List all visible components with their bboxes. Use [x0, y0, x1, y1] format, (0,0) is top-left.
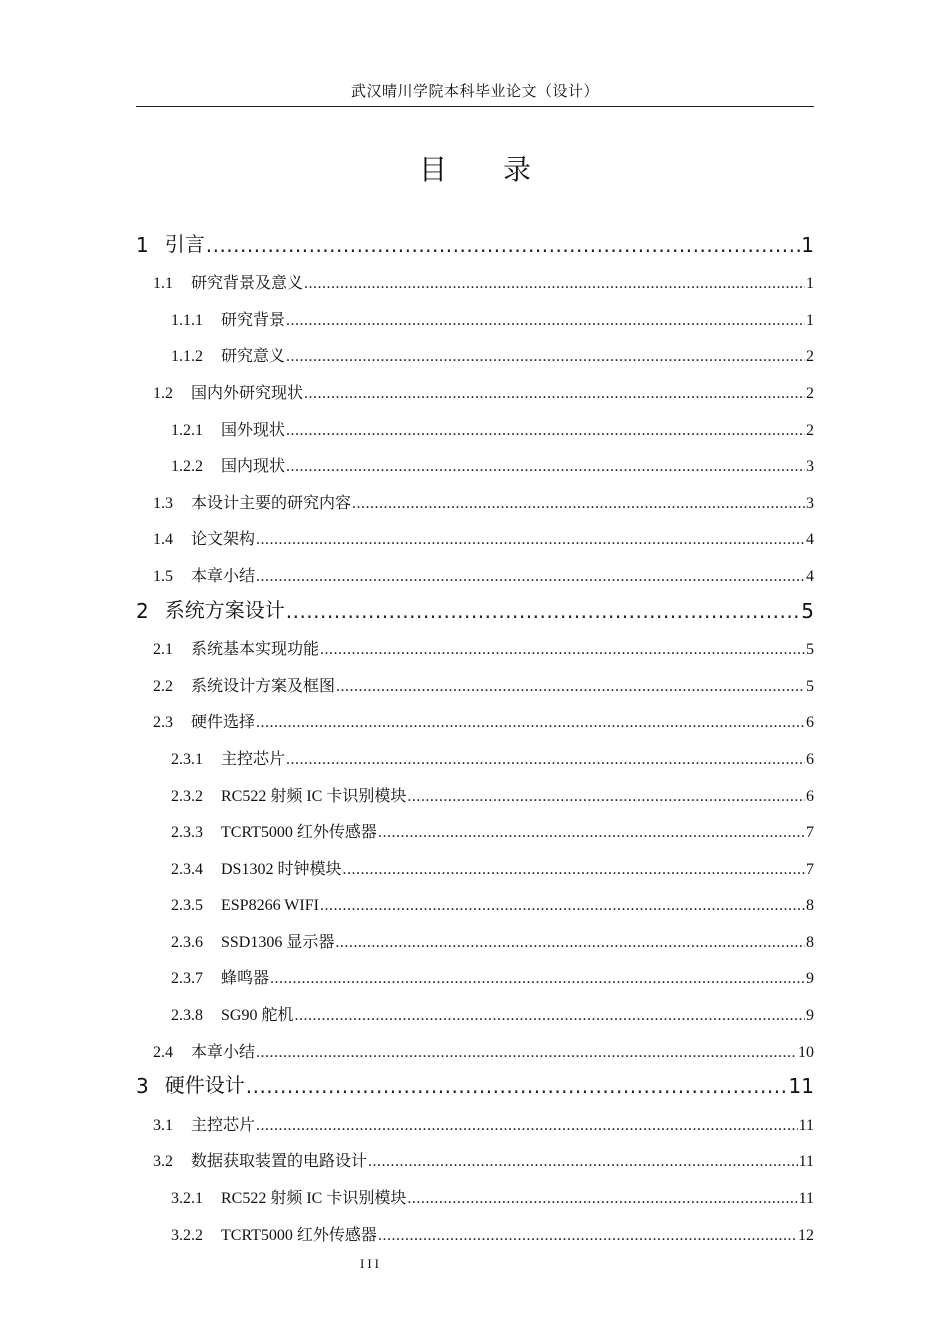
dot-leader: [342, 861, 805, 879]
toc-entry-number: 2.1: [153, 641, 173, 659]
toc-entry-title: 系统设计方案及框图: [191, 677, 336, 695]
toc-entry[interactable]: [136, 810, 814, 847]
toc-entry-number: 2.4: [153, 1043, 173, 1061]
toc-entry-title: 国外现状: [221, 421, 286, 439]
toc-entry-number: 1.3: [153, 494, 173, 512]
toc-entry-page: 6: [806, 714, 814, 732]
toc-entry[interactable]: [136, 224, 814, 261]
toc-entry[interactable]: [136, 1175, 814, 1212]
dot-leader: [320, 641, 805, 659]
dot-leader: [352, 495, 805, 513]
toc-entry-title: 硬件设计: [164, 1073, 245, 1098]
toc-entry[interactable]: [136, 407, 814, 444]
dot-leader: [286, 422, 805, 440]
toc-entry-number: 1.1.2: [171, 348, 203, 366]
toc-entry[interactable]: [136, 1102, 814, 1139]
toc-entry-title: 主控芯片: [191, 1116, 256, 1134]
toc-entry[interactable]: [136, 1029, 814, 1066]
toc-entry-page: 11: [798, 1116, 814, 1134]
toc-entry-title: 硬件选择: [191, 714, 256, 732]
toc-entry-page: 11: [798, 1153, 814, 1171]
toc-entry[interactable]: [136, 846, 814, 883]
toc-entry[interactable]: [136, 883, 814, 920]
table-of-contents: [136, 224, 814, 1249]
toc-entry-page: 5: [806, 641, 814, 659]
toc-entry[interactable]: [136, 480, 814, 517]
toc-title: 目录: [418, 153, 587, 186]
toc-entry[interactable]: [136, 773, 814, 810]
dot-leader: [378, 1227, 797, 1245]
toc-entry-page: 2: [806, 348, 814, 366]
dot-leader: [256, 568, 805, 586]
toc-entry-title: 数据获取装置的电路设计: [191, 1153, 368, 1171]
toc-entry-page: 9: [806, 1007, 814, 1025]
toc-entry-title: 国内外研究现状: [191, 384, 304, 402]
toc-entry-page: 5: [806, 677, 814, 695]
toc-entry-title: SG90 舵机: [221, 1007, 294, 1025]
toc-entry-number: 3.2: [153, 1153, 173, 1171]
dot-leader: [304, 385, 805, 403]
toc-entry[interactable]: [136, 334, 814, 371]
toc-entry-title: 蜂鸣器: [221, 970, 270, 988]
toc-entry-number: 2.3.7: [171, 970, 203, 988]
toc-entry-title: 本章小结: [191, 567, 256, 585]
dot-leader: [256, 1117, 798, 1135]
toc-entry-title: 研究背景及意义: [191, 275, 304, 293]
toc-entry-page: 1: [806, 311, 814, 329]
dot-leader: [407, 788, 805, 806]
toc-entry-page: 1: [806, 275, 814, 293]
toc-entry-title: 主控芯片: [221, 750, 286, 768]
toc-entry-number: 1.1.1: [171, 311, 203, 329]
toc-entry[interactable]: [136, 370, 814, 407]
toc-entry[interactable]: [136, 1066, 814, 1103]
toc-entry-number: 1.5: [153, 567, 173, 585]
toc-entry-page: 11: [788, 1074, 814, 1099]
toc-entry[interactable]: [136, 517, 814, 554]
toc-entry-page: 7: [806, 860, 814, 878]
dot-leader: [286, 348, 805, 366]
toc-entry-number: 2.3.5: [171, 897, 203, 915]
dot-leader: [304, 275, 805, 293]
toc-entry-title: 系统基本实现功能: [191, 641, 320, 659]
toc-entry-page: 6: [806, 750, 814, 768]
toc-entry-title: 本设计主要的研究内容: [191, 494, 352, 512]
toc-entry[interactable]: [136, 1139, 814, 1176]
toc-entry-page: 2: [806, 421, 814, 439]
dot-leader: [294, 1007, 805, 1025]
toc-entry[interactable]: [136, 261, 814, 298]
toc-entry-page: 4: [806, 531, 814, 549]
toc-entry-page: 3: [806, 458, 814, 476]
dot-leader: [336, 678, 805, 696]
toc-entry-title: 本章小结: [191, 1043, 256, 1061]
toc-entry[interactable]: [136, 956, 814, 993]
toc-entry[interactable]: [136, 736, 814, 773]
toc-entry-number: 2.3.8: [171, 1007, 203, 1025]
toc-entry[interactable]: [136, 992, 814, 1029]
toc-entry-title: RC522 射频 IC 卡识别模块: [221, 1190, 407, 1208]
dot-leader: [368, 1153, 798, 1171]
dot-leader: [206, 233, 801, 257]
toc-entry-number: 2.3.1: [171, 750, 203, 768]
toc-entry[interactable]: [136, 444, 814, 481]
toc-entry-page: 2: [806, 384, 814, 402]
toc-entry-title: TCRT5000 红外传感器: [221, 1226, 377, 1244]
toc-entry[interactable]: [136, 700, 814, 737]
running-header: 武汉晴川学院本科毕业论文（设计）: [350, 84, 599, 100]
toc-entry-page: 8: [806, 897, 814, 915]
toc-entry-page: 9: [806, 970, 814, 988]
toc-entry[interactable]: [136, 553, 814, 590]
toc-entry-title: TCRT5000 红外传感器: [221, 824, 377, 842]
dot-leader: [407, 1190, 797, 1208]
toc-entry-number: 2.3.6: [171, 933, 203, 951]
toc-entry-number: 1.2.1: [171, 421, 203, 439]
toc-entry-number: 3.1: [153, 1116, 173, 1134]
toc-entry-page: 10: [798, 1043, 814, 1061]
dot-leader: [256, 531, 805, 549]
toc-entry-number: 1.2.2: [171, 458, 203, 476]
toc-entry-title: RC522 射频 IC 卡识别模块: [221, 787, 407, 805]
toc-entry-page: 12: [798, 1226, 814, 1244]
toc-entry-number: 2.3: [153, 714, 173, 732]
dot-leader: [286, 458, 805, 476]
toc-entry[interactable]: [136, 590, 814, 627]
dot-leader: [246, 1074, 788, 1098]
toc-entry[interactable]: [136, 627, 814, 664]
toc-entry-number: 3: [136, 1074, 149, 1099]
toc-entry-number: 2.2: [153, 677, 173, 695]
dot-leader: [286, 751, 805, 769]
dot-leader: [256, 714, 805, 732]
dot-leader: [286, 599, 801, 623]
dot-leader: [378, 824, 805, 842]
toc-entry-title: DS1302 时钟模块: [221, 860, 342, 878]
dot-leader: [286, 312, 805, 330]
toc-entry-title: 系统方案设计: [164, 597, 285, 622]
toc-entry-number: 1.4: [153, 531, 173, 549]
toc-entry-number: 3.2.1: [171, 1190, 203, 1208]
toc-entry-page: 8: [806, 933, 814, 951]
toc-entry-number: 2.3.2: [171, 787, 203, 805]
toc-entry[interactable]: [136, 297, 814, 334]
toc-entry-title: 引言: [164, 231, 205, 256]
toc-entry-title: SSD1306 显示器: [221, 933, 335, 951]
toc-entry-title: 研究意义: [221, 348, 286, 366]
toc-entry-title: ESP8266 WIFI: [221, 897, 319, 915]
dot-leader: [270, 970, 805, 988]
toc-entry-page: 11: [798, 1190, 814, 1208]
toc-entry-page: 5: [801, 598, 814, 623]
toc-entry-page: 7: [806, 824, 814, 842]
toc-entry-page: 3: [806, 494, 814, 512]
toc-entry-number: 2.3.4: [171, 860, 203, 878]
toc-entry-title: 国内现状: [221, 458, 286, 476]
toc-entry-page: 6: [806, 787, 814, 805]
toc-entry-page: 4: [806, 567, 814, 585]
dot-leader: [335, 934, 805, 952]
toc-entry[interactable]: [136, 1212, 814, 1249]
toc-entry-number: 1.2: [153, 384, 173, 402]
toc-entry-number: 2: [136, 598, 149, 623]
header-rule: [136, 106, 814, 107]
toc-entry-number: 1.1: [153, 275, 173, 293]
toc-entry-number: 3.2.2: [171, 1226, 203, 1244]
toc-entry-number: 1: [136, 232, 149, 257]
page-number: III: [360, 1256, 382, 1271]
dot-leader: [256, 1044, 797, 1062]
toc-entry[interactable]: [136, 919, 814, 956]
dot-leader: [320, 897, 805, 915]
toc-entry-page: 1: [801, 232, 814, 257]
toc-entry-number: 2.3.3: [171, 824, 203, 842]
toc-entry[interactable]: [136, 663, 814, 700]
toc-entry-title: 研究背景: [221, 311, 286, 329]
toc-entry-title: 论文架构: [191, 531, 256, 549]
